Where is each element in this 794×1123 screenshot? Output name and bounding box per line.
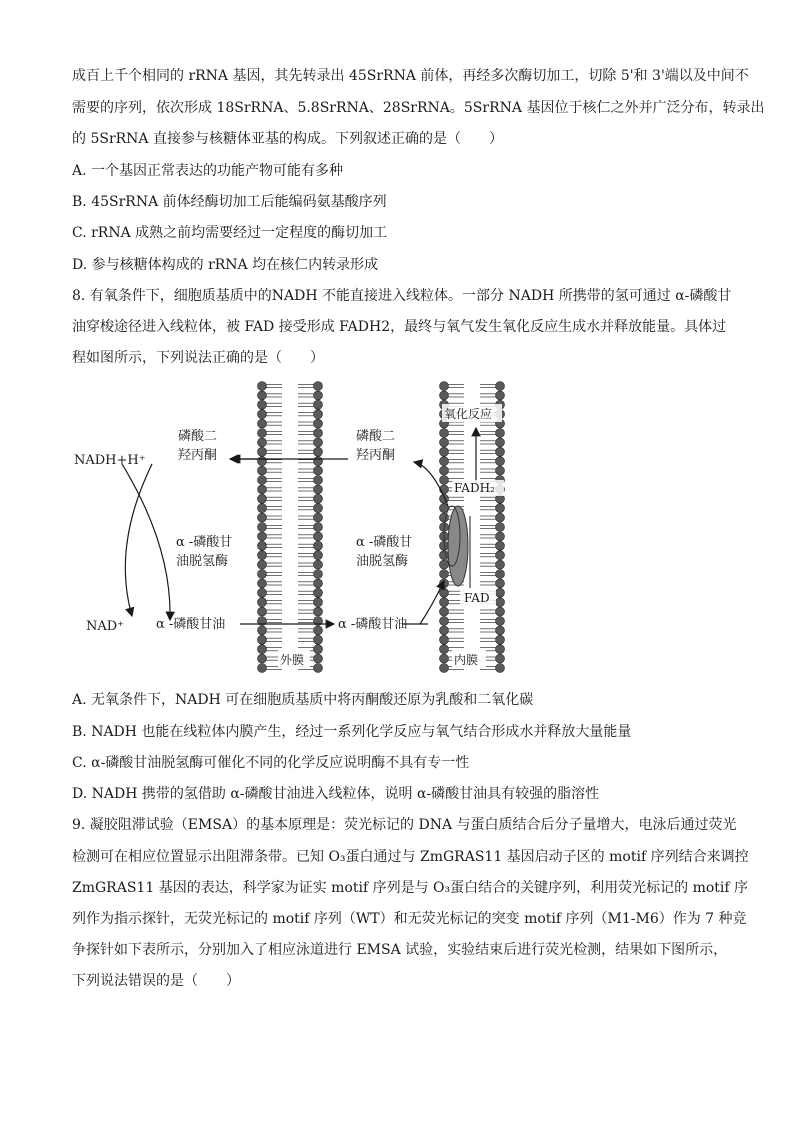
arrow-nadh-to-nad	[125, 464, 152, 616]
q8-option-b: B. NADH 也能在线粒体内膜产生，经过一系列化学反应与氧气结合形成水并释放大量能量	[72, 724, 632, 740]
q9-line-1: 9. 凝胶阻滞试验（EMSA）的基本原理是：荧光标记的 DNA 与蛋白质结合后分子量增大，电泳后通过荧光	[72, 817, 737, 833]
label-fadh2: FADH₂	[454, 481, 495, 495]
outer-membrane	[258, 382, 323, 673]
intro-line-2: 需要的序列，依次形成 18SrRNA、5.8SrRNA、28SrRNA。5SrRNA 基因位于核仁之外并广泛分布，转录出	[72, 100, 765, 116]
label-nadh: NADH+H⁺	[74, 453, 146, 468]
q7-option-b: B. 45SrRNA 前体经酶切加工后能编码氨基酸序列	[72, 194, 387, 210]
label-enzyme-left-1: α -磷酸甘	[176, 535, 233, 550]
label-dhap-right-1: 磷酸二	[356, 429, 396, 444]
q8-option-a: A. 无氧条件下，NADH 可在细胞质基质中将丙酮酸还原为乳酸和二氧化碳	[72, 692, 534, 708]
q9-line-5: 争探针如下表所示，分别加入了相应泳道进行 EMSA 试验，实验结束后进行荧光检测，结果如下图所示，	[72, 942, 728, 958]
label-g3p-right: α -磷酸甘油	[338, 617, 408, 632]
intro-line-1: 成百上千个相同的 rRNA 基因，其先转录出 45SrRNA 前体，再经多次酶切加工，切除 5'和 3'端以及中间不	[72, 68, 749, 84]
q7-option-c: C. rRNA 成熟之前均需要经过一定程度的酶切加工	[72, 225, 388, 241]
label-dhap-left-1: 磷酸二	[178, 429, 218, 444]
label-nad: NAD⁺	[86, 619, 125, 634]
q8-option-d: D. NADH 携带的氢借助 α-磷酸甘油进入线粒体，说明 α-磷酸甘油具有较强的脂溶性	[72, 786, 600, 802]
label-g3p-left: α -磷酸甘油	[156, 617, 226, 632]
label-inner-membrane: 内膜	[454, 653, 479, 667]
q8-line-2: 油穿梭途径进入线粒体，被 FAD 接受形成 FADH2，最终与氧气发生氧化反应生成水并释放能量。具体过	[72, 319, 727, 335]
label-outer-membrane: 外膜	[280, 653, 305, 667]
intro-line-3: 的 5SrRNA 直接参与核糖体亚基的构成。下列叙述正确的是（ ）	[72, 131, 503, 147]
label-oxidation: 氧化反应	[444, 407, 493, 421]
label-fad: FAD	[464, 591, 490, 605]
label-enzyme-right-2: 油脱氢酶	[356, 554, 409, 569]
q7-option-a: A. 一个基因正常表达的功能产物可能有多种	[72, 163, 344, 179]
label-dhap-left-2: 羟丙酮	[178, 448, 218, 463]
label-dhap-right-2: 羟丙酮	[356, 448, 396, 463]
q9-line-2: 检测可在相应位置显示出阻滞条带。已知 O₃蛋白通过与 ZmGRAS11 基因启动子区的 motif 序列结合来调控	[72, 849, 749, 865]
q8-line-3: 程如图所示，下列说法正确的是（ ）	[72, 350, 324, 366]
label-enzyme-left-2: 油脱氢酶	[176, 554, 229, 569]
glycerol-phosphate-shuttle-diagram	[72, 376, 722, 676]
q9-line-3: ZmGRAS11 基因的表达，科学家为证实 motif 序列是与 O₃蛋白结合的关键序列，利用荧光标记的 motif 序	[72, 880, 749, 896]
q8-line-1: 8. 有氧条件下，细胞质基质中的NADH 不能直接进入线粒体。一部分 NADH 所携带的氢可通过 α-磷酸甘	[72, 288, 732, 304]
q7-option-d: D. 参与核糖体构成的 rRNA 均在核仁内转录形成	[72, 257, 379, 273]
q8-option-c: C. α-磷酸甘油脱氢酶可催化不同的化学反应说明酶不具有专一性	[72, 755, 470, 771]
arrow-dhap-to-g3p-left	[122, 464, 170, 620]
q9-line-6: 下列说法错误的是（ ）	[72, 973, 240, 989]
label-enzyme-right-1: α -磷酸甘	[356, 535, 413, 550]
q9-line-4: 列作为指示探针，无荧光标记的 motif 序列（WT）和无荧光标记的突变 motif 序列（M1-M6）作为 7 种竞	[72, 911, 747, 927]
